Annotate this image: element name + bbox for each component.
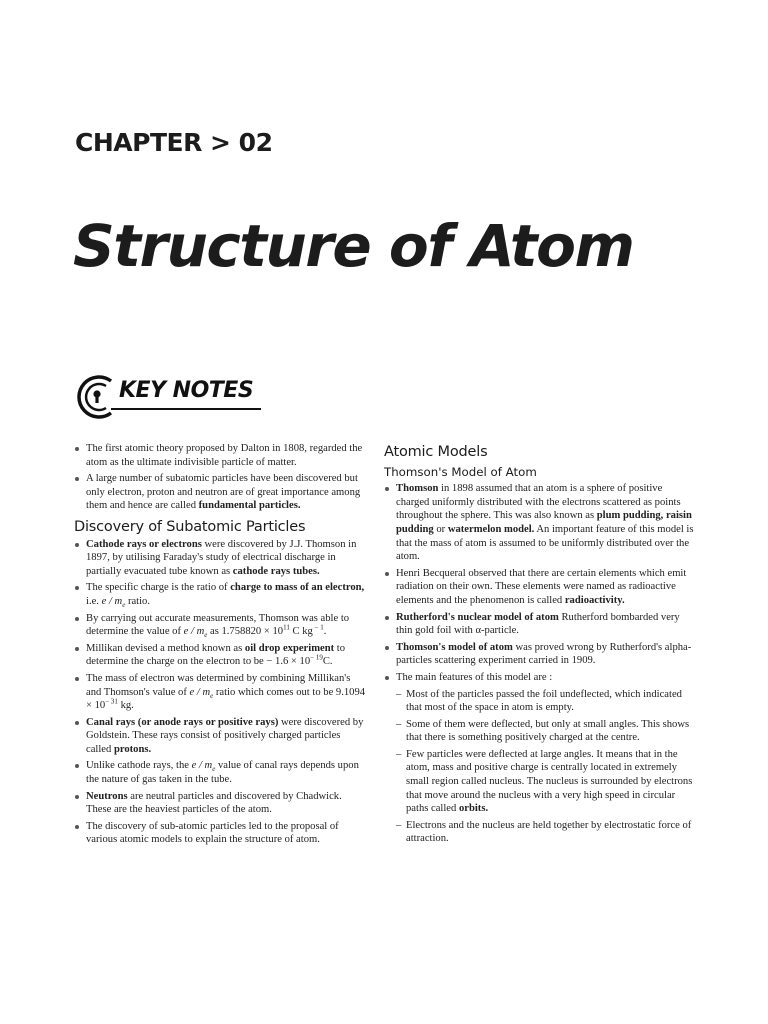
sub-list-item: – Most of the particles passed the foil undeflected, which indicated that most of the space in atom is empty. xyxy=(396,688,696,715)
sub-list-item: – Some of them were deflected, but only at small angles. This shows that there is something positively charged at the centre. xyxy=(396,718,696,745)
list-item: By carrying out accurate measurements, Thomson was able to determine the value of e / $m_e$ as $1.758820 \times 10^{11}$ C kg $^{- 1}$. xyxy=(74,612,368,639)
section-heading-atomic-models: Atomic Models xyxy=(384,444,488,460)
key-notes-underline xyxy=(111,408,261,410)
list-item: Neutrons are neutral particles and discovered by Chadwick. These are the heaviest particles of the atom. xyxy=(74,790,368,817)
list-item: Henri Becqueral observed that there are certain elements which emit radiation on their own. These elements were named as radioactive elements and the phenomenon is called radioactivity. xyxy=(384,567,696,608)
chapter-label: CHAPTER > 02 xyxy=(75,128,273,157)
key-notes-banner xyxy=(73,372,273,422)
list-item: The discovery of sub-atomic particles led to the proposal of various atomic models to explain the structure of atom. xyxy=(74,820,368,847)
sub-list-item: – Electrons and the nucleus are held together by electrostatic force of attraction. xyxy=(396,819,696,846)
list-item: Canal rays (or anode rays or positive rays) were discovered by Goldstein. These rays consist of positively charged particles called protons. xyxy=(74,716,368,757)
key-notes-heading: KEY NOTES xyxy=(119,378,254,403)
keyhole-icon xyxy=(73,372,121,422)
list-item: Cathode rays or electrons were discovered by J.J. Thomson in 1897, by utilising Faraday's study of electrical discharge in partially evacuated tube known as cathode rays tubes. xyxy=(74,538,368,579)
sub-list-item: – Few particles were deflected at large angles. It means that in the atom, mass and positive charge is centrally located in extremely small region called nucleus. The nucleus is surrounded by electrons that move around the nucleus with a very high speed in circular paths called orbits. xyxy=(396,748,696,816)
list-item: Rutherford's nuclear model of atom Rutherford bombarded very thin gold foil with α-particle. xyxy=(384,611,696,638)
page-title: Structure of Atom xyxy=(73,212,634,280)
right-column xyxy=(384,446,696,849)
sub-heading-thomson: Thomson's Model of Atom xyxy=(384,464,537,479)
list-item: The main features of this model are : – Most of the particles passed the foil undeflected, which indicated that most of the space in atom is empty. – Some of them were deflected, but only at small angles. This shows that there is something positively charged at the centre. – Few particles were deflected at large angles. It means that in the atom, mass and positive charge is centrally located in extremely small region called nucleus. The nucleus is surrounded by electrons that move around the nucleus with a very high speed in circular paths called orbits. – Electrons and the nucleus are held together by electrostatic force of attraction. xyxy=(384,671,696,846)
list-item: The specific charge is the ratio of charge to mass of an electron, i.e. e / $m_e$ ratio. xyxy=(74,581,368,608)
left-column xyxy=(74,442,368,850)
list-item: Thomson's model of atom was proved wrong by Rutherford's alpha-particles scattering experiment carried in 1909. xyxy=(384,641,696,668)
list-item: The mass of electron was determined by combining Millikan's and Thomson's value of e / $m_e$ ratio which comes out to be $9.1094 \times 10^{- 31}$ kg. xyxy=(74,672,368,713)
section-heading-subatomic: Discovery of Subatomic Particles xyxy=(74,518,306,535)
list-item: Unlike cathode rays, the e / $m_e$ value of canal rays depends upon the nature of gas taken in the tube. xyxy=(74,759,368,786)
list-item: The first atomic theory proposed by Dalton in 1808, regarded the atom as the ultimate indivisible particle of matter. xyxy=(74,442,368,469)
list-item: Millikan devised a method known as oil drop experiment to determine the charge on the electron to be − $1.6 \times 10^{- 19}C$. xyxy=(74,642,368,669)
list-item: Thomson in 1898 assumed that an atom is a sphere of positive charged uniformly distributed with the electrons scattered as points throughout the sphere. This was also known as plum pudding, raisin pudding or watermelon model. An important feature of this model is that the mass of atom is assumed to be uniformly distributed over the atom. xyxy=(384,482,696,564)
list-item: A large number of subatomic particles have been discovered but only electron, proton and neutron are of great importance among them and hence are called fundamental particles. xyxy=(74,472,368,513)
